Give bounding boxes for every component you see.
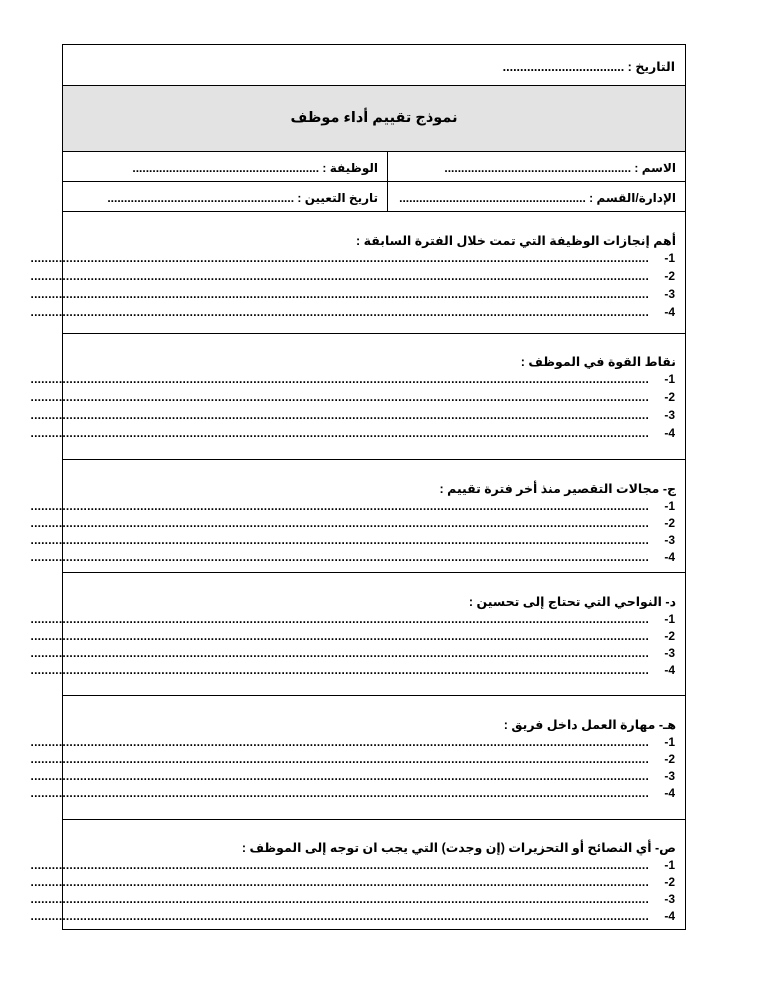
dotted-line: ............................................................................................................................................................................... bbox=[30, 533, 649, 547]
form-title: نموذج تقييم أداء موظف bbox=[290, 110, 458, 126]
item-number: 1- bbox=[664, 858, 675, 872]
dotted-line: ............................................................................................................................................................................... bbox=[30, 735, 649, 749]
list-item bbox=[30, 892, 675, 909]
department-cell bbox=[386, 182, 685, 211]
item-number: 3- bbox=[664, 533, 675, 547]
evaluation-form bbox=[30, 44, 686, 930]
list-item bbox=[30, 251, 675, 268]
section-heading: هـ- مهارة العمل داخل فريق : bbox=[503, 718, 676, 732]
date-field: التاريخ : ................................... bbox=[502, 60, 675, 74]
item-number: 4- bbox=[664, 550, 675, 564]
dotted-line: ............................................................................................................................................................................... bbox=[30, 663, 649, 677]
item-number: 4- bbox=[664, 305, 675, 319]
list-item bbox=[30, 426, 675, 443]
dotted-line: ............................................................................................................................................................................... bbox=[30, 875, 649, 889]
dotted-line: ............................................................................................................................................................................... bbox=[30, 269, 649, 283]
item-number: 1- bbox=[664, 372, 675, 386]
list-item bbox=[30, 408, 675, 425]
dotted-line: ............................................................................................................................................................................... bbox=[30, 629, 649, 643]
item-number: 1- bbox=[664, 251, 675, 265]
section-heading: أهم إنجازات الوظيفة التي تمت خلال الفترة السابقة : bbox=[356, 234, 676, 248]
list-item bbox=[30, 646, 675, 663]
section-heading: نقاط القوة في الموظف : bbox=[520, 355, 676, 369]
dotted-line: ............................................................................................................................................................................... bbox=[30, 499, 649, 513]
section-teamwork bbox=[30, 696, 685, 820]
section-improvement-areas bbox=[30, 573, 685, 696]
item-number: 1- bbox=[664, 499, 675, 513]
name-field: الاسم : ........................................................ bbox=[444, 161, 676, 175]
dotted-line: ............................................................................................................................................................................... bbox=[30, 752, 649, 766]
list-item bbox=[30, 735, 675, 752]
item-number: 4- bbox=[664, 786, 675, 800]
name-cell bbox=[386, 152, 685, 181]
section-achievements bbox=[30, 212, 685, 334]
item-number: 3- bbox=[664, 769, 675, 783]
dotted-line: ............................................................................................................................................................................... bbox=[30, 550, 649, 564]
list-item bbox=[30, 372, 675, 389]
info-row-department-hire-date bbox=[63, 182, 685, 212]
dotted-line: ............................................................................................................................................................................... bbox=[30, 909, 649, 923]
section-shortcomings bbox=[30, 460, 685, 573]
item-number: 4- bbox=[664, 909, 675, 923]
date-row bbox=[63, 45, 685, 86]
dotted-line: ............................................................................................................................................................................... bbox=[30, 305, 649, 319]
list-item bbox=[30, 612, 675, 629]
list-item bbox=[30, 533, 675, 550]
item-number: 2- bbox=[664, 629, 675, 643]
department-field: الإدارة/القسم : ........................................................ bbox=[399, 191, 676, 205]
section-advice-warnings bbox=[30, 820, 685, 931]
list-item bbox=[30, 769, 675, 786]
item-number: 2- bbox=[664, 875, 675, 889]
item-number: 2- bbox=[664, 269, 675, 283]
dotted-line: ............................................................................................................................................................................... bbox=[30, 646, 649, 660]
item-number: 3- bbox=[664, 646, 675, 660]
list-item bbox=[30, 269, 675, 286]
item-number: 3- bbox=[664, 408, 675, 422]
item-number: 4- bbox=[664, 663, 675, 677]
item-number: 4- bbox=[664, 426, 675, 440]
dotted-line: ............................................................................................................................................................................... bbox=[30, 612, 649, 626]
list-item bbox=[30, 550, 675, 567]
hire-date-cell bbox=[63, 182, 388, 211]
info-row-name-job bbox=[63, 152, 685, 182]
dotted-line: ............................................................................................................................................................................... bbox=[30, 408, 649, 422]
title-bar bbox=[63, 86, 685, 152]
list-item bbox=[30, 516, 675, 533]
section-heading: ص- أي النصائح أو التحزيرات (إن وجدت) التي يجب ان توجه إلى الموظف : bbox=[241, 841, 676, 855]
hire-date-field: تاريخ التعيين : ........................................................ bbox=[107, 191, 378, 205]
section-heading: د- النواحي التي تحتاج إلى تحسين : bbox=[468, 595, 676, 609]
item-number: 2- bbox=[664, 390, 675, 404]
dotted-line: ............................................................................................................................................................................... bbox=[30, 769, 649, 783]
item-number: 2- bbox=[664, 516, 675, 530]
list-item bbox=[30, 786, 675, 803]
dotted-line: ............................................................................................................................................................................... bbox=[30, 251, 649, 265]
dotted-line: ............................................................................................................................................................................... bbox=[30, 516, 649, 530]
list-item bbox=[30, 499, 675, 516]
item-number: 1- bbox=[664, 735, 675, 749]
item-number: 2- bbox=[664, 752, 675, 766]
list-item bbox=[30, 287, 675, 304]
list-item bbox=[30, 875, 675, 892]
dotted-line: ............................................................................................................................................................................... bbox=[30, 372, 649, 386]
dotted-line: ............................................................................................................................................................................... bbox=[30, 390, 649, 404]
job-cell bbox=[63, 152, 388, 181]
dotted-line: ............................................................................................................................................................................... bbox=[30, 858, 649, 872]
list-item bbox=[30, 629, 675, 646]
item-number: 1- bbox=[664, 612, 675, 626]
list-item bbox=[30, 858, 675, 875]
dotted-line: ............................................................................................................................................................................... bbox=[30, 426, 649, 440]
item-number: 3- bbox=[664, 892, 675, 906]
section-heading: ج- مجالات التقصير منذ أخر فترة تقييم : bbox=[439, 482, 676, 496]
dotted-line: ............................................................................................................................................................................... bbox=[30, 287, 649, 301]
section-strengths bbox=[30, 334, 685, 460]
job-field: الوظيفة : ........................................................ bbox=[132, 161, 378, 175]
dotted-line: ............................................................................................................................................................................... bbox=[30, 892, 649, 906]
item-number: 3- bbox=[664, 287, 675, 301]
dotted-line: ............................................................................................................................................................................... bbox=[30, 786, 649, 800]
list-item bbox=[30, 752, 675, 769]
list-item bbox=[30, 663, 675, 680]
list-item bbox=[30, 305, 675, 322]
list-item bbox=[30, 390, 675, 407]
list-item bbox=[30, 909, 675, 926]
